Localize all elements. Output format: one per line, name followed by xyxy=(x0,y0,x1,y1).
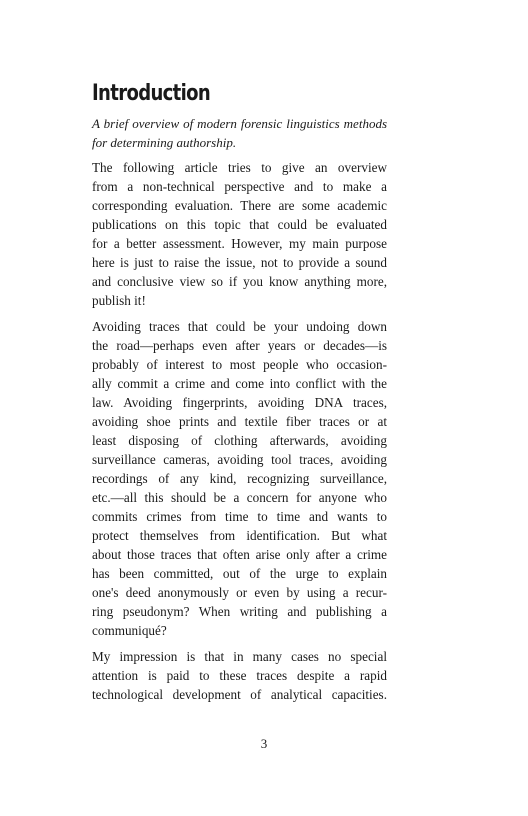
text-line: publish it! xyxy=(92,293,146,308)
subtitle xyxy=(92,114,387,152)
text-line: here is just to raise the issue, not to provide a sound xyxy=(92,255,387,270)
text-line: ally commit a crime and come into conflict with the xyxy=(92,376,387,391)
text-line: corresponding evaluation. There are some academic xyxy=(92,198,387,213)
text-line: etc.—all this should be a concern for anyone who xyxy=(92,490,387,505)
paragraph-2 xyxy=(92,317,387,640)
text-line: attention is paid to these traces despite a rapid xyxy=(92,668,387,683)
text-line: The following article tries to give an overview xyxy=(92,160,387,175)
text-line: Avoiding traces that could be your undoing down xyxy=(92,319,387,334)
page-number: 3 xyxy=(260,736,268,751)
paragraph-1 xyxy=(92,158,387,310)
text-line: surveillance cameras, avoiding tool traces, avoiding xyxy=(92,452,387,467)
text-line: ring pseudonym? When writing and publishing a xyxy=(92,604,387,619)
text-line: probably of interest to most people who occasion- xyxy=(92,357,387,372)
text-line: from a non-technical perspective and to make a xyxy=(92,179,387,194)
text-line: the road—perhaps even after years or decades—is xyxy=(92,338,387,353)
text-line: about those traces that often arise only after a crime xyxy=(92,547,387,562)
text-line: and conclusive view so if you know anything more, xyxy=(92,274,387,289)
page-body xyxy=(92,80,387,711)
paragraph-3 xyxy=(92,647,387,704)
text-line: one's deed anonymously or even by using a recur- xyxy=(92,585,387,600)
text-line: least disposing of clothing afterwards, avoiding xyxy=(92,433,387,448)
text-line: My impression is that in many cases no special xyxy=(92,649,387,664)
subtitle-line: A brief overview of modern forensic linguistics methods xyxy=(92,116,387,131)
text-line: technological development of analytical capacities. xyxy=(92,687,387,702)
page-title: Introduction xyxy=(92,81,211,106)
text-line: avoiding shoe prints and textile fiber traces or at xyxy=(92,414,387,429)
text-line: communiqué? xyxy=(92,623,167,638)
text-line: has been committed, out of the urge to explain xyxy=(92,566,387,581)
text-line: law. Avoiding fingerprints, avoiding DNA traces, xyxy=(92,395,387,410)
text-line: for a better assessment. However, my main purpose xyxy=(92,236,387,251)
text-line: recordings of any kind, recognizing surveillance, xyxy=(92,471,387,486)
subtitle-line: for determining authorship. xyxy=(92,135,237,150)
text-line: commits crimes from time to time and wants to xyxy=(92,509,387,524)
text-line: protect themselves from identification. But what xyxy=(92,528,387,543)
text-line: publications on this topic that could be evaluated xyxy=(92,217,387,232)
